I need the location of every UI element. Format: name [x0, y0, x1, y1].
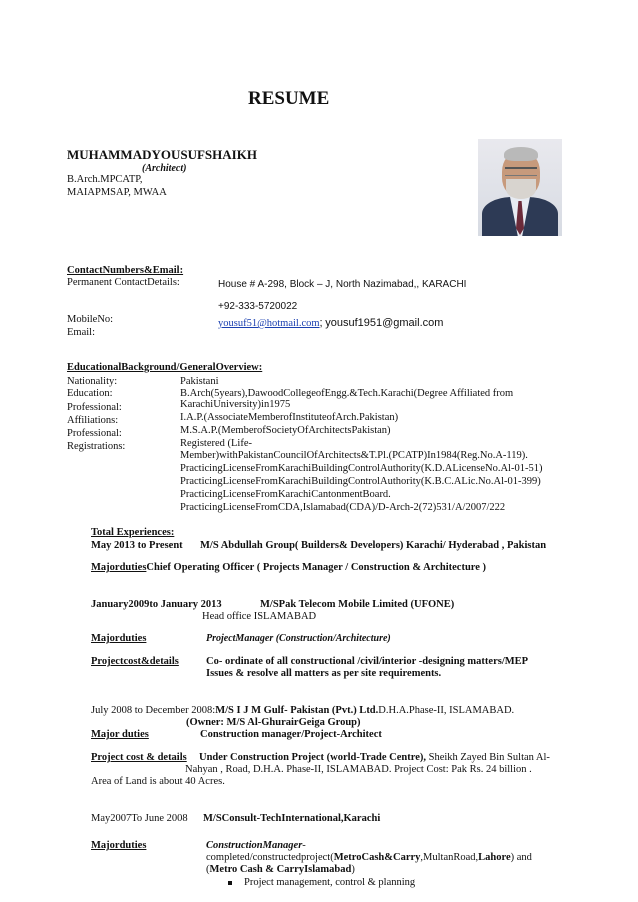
email-label: Email: — [67, 327, 95, 338]
job4-duties-2c: ,MultanRoad, — [420, 852, 479, 863]
job3-cost-1b: Sheikh Zayed Bin Sultan Al- — [425, 752, 550, 763]
job4-duties-3a: ( — [206, 864, 210, 875]
phone-value: +92-333-5720022 — [218, 301, 298, 312]
job4-duties-2a: completed/constructedproject( — [206, 852, 334, 863]
job4-duties-line-1 — [206, 840, 306, 851]
registration-line-3: PracticingLicenseFromKarachiCantonmentBoard. — [180, 489, 391, 500]
job4-period: May2007To June 2008 — [91, 813, 188, 824]
job4-duties-3c: ) — [351, 864, 355, 875]
email-separator: ; — [319, 317, 323, 329]
job3-cost-2: Nahyan , Road, D.H.A. Phase-II, ISLAMABAD. Project Cost: Pak Rs. 24 billion . — [185, 764, 532, 775]
applicant-role: (Architect) — [142, 163, 187, 174]
education-heading: EducationalBackground/GeneralOverview: — [67, 362, 263, 373]
job4-duties-2e: ) and — [510, 852, 532, 863]
job3-owner: (Owner: M/S Al-GhurairGeiga Group) — [186, 717, 361, 728]
address-label: Permanent ContactDetails: — [67, 277, 180, 288]
registrations-label: Registrations: — [67, 441, 126, 452]
job4-duties-3b: Metro Cash & CarryIslamabad — [209, 864, 352, 875]
email-link-1[interactable]: yousuf51@hotmail.com — [218, 318, 320, 329]
job2-office: Head office ISLAMABAD — [202, 611, 317, 622]
job3-duties-label: Major duties — [91, 729, 149, 740]
job4-duties-2d: Lahore — [478, 852, 511, 863]
job2-cost-label: Projectcost&details — [91, 656, 179, 667]
job4-duties-label: Majorduties — [91, 840, 147, 851]
qualification-line-1: B.Arch.MPCATP, — [67, 174, 143, 185]
job2-duties: ProjectManager (Construction/Architecture) — [206, 633, 391, 644]
job2-duties-label: Majorduties — [91, 633, 147, 644]
contact-heading: ContactNumbers&Email: — [67, 265, 184, 276]
job4-duties-1b: - — [302, 840, 306, 851]
professional-label-1: Professional: — [67, 402, 122, 413]
job4-company: M/SConsult-TechInternational,Karachi — [203, 813, 381, 824]
job1-duties: Chief Operating Officer ( Projects Manager / Construction & Architecture ) — [146, 562, 487, 573]
job2-cost-1: Co- ordinate of all constructional /civil/interior -designing matters/MEP — [206, 656, 529, 667]
address-value: House # A-298, Block – J, North Nazimabad,, KARACHI — [218, 279, 467, 290]
job2-period: January2009to January 2013 — [91, 599, 222, 610]
job3-company: M/S I J M Gulf- Pakistan (Pvt.) Ltd. — [215, 705, 379, 716]
job1-duties-line — [91, 562, 486, 573]
profile-photo — [478, 139, 562, 236]
education-label: Education: — [67, 388, 113, 399]
job4-bullet-item — [228, 877, 415, 888]
education-value-1: B.Arch(5years),DawoodCollegeofEngg.&Tech.Karachi(Degree Affiliated from — [180, 388, 514, 399]
education-value-2: KarachiUniversity)in1975 — [180, 399, 291, 410]
job3-header-line — [91, 705, 514, 716]
qualification-line-2: MAIAPMSAP, MWAA — [67, 187, 167, 198]
job4-duties-2b: MetroCash&Carry — [333, 852, 421, 863]
email-line — [218, 317, 443, 329]
resume-title: RESUME — [248, 88, 330, 109]
experience-heading: Total Experiences: — [91, 527, 175, 538]
job2-cost-2: Issues & resolve all matters as per site requirements. — [206, 668, 442, 679]
affiliations-value: M.S.A.P.(MemberofSocietyOfArchitectsPakistan) — [180, 425, 391, 436]
job1-duties-label: Majorduties — [91, 562, 147, 573]
registration-line-4: PracticingLicenseFromCDA,Islamabad(CDA)/D-Arch-2(72)531/A/2007/222 — [180, 502, 506, 513]
mobile-label: MobileNo: — [67, 314, 114, 325]
job4-duties-line-3 — [206, 864, 355, 875]
job3-address: D.H.A.Phase-II, ISLAMABAD. — [378, 705, 515, 716]
professional-value-1: I.A.P.(AssociateMemberofInstituteofArch.Pakistan) — [180, 412, 399, 423]
applicant-name: MUHAMMADYOUSUFSHAIKH — [67, 147, 257, 162]
job3-period: July 2008 to December 2008: — [91, 705, 216, 716]
email-link-2[interactable]: yousuf1951@gmail.com — [325, 317, 444, 329]
professional-value-2b: Member)withPakistanCouncilOfArchitects&T.Pl.(PCATP)In1984(Reg.No.A-119). — [180, 450, 528, 461]
job4-duties-1: ConstructionManager — [206, 840, 303, 851]
professional-value-2a: Registered (Life- — [180, 438, 253, 449]
bullet-icon — [228, 881, 232, 885]
affiliations-label: Affiliations: — [67, 415, 119, 426]
nationality-value: Pakistani — [180, 376, 219, 387]
job3-cost-label: Project cost & details — [91, 752, 187, 763]
job4-bullet-text: Project management, control & planning — [244, 877, 416, 888]
job3-duties: Construction manager/Project-Architect — [200, 729, 382, 740]
job2-company: M/SPak Telecom Mobile Limited (UFONE) — [260, 599, 455, 610]
professional-label-2: Professional: — [67, 428, 122, 439]
job1-company: M/S Abdullah Group( Builders& Developers) Karachi/ Hyderabad , Pakistan — [200, 540, 547, 551]
registration-line-2: PracticingLicenseFromKarachiBuildingControlAuthority(K.B.C.ALic.No.Al-01-399) — [180, 476, 541, 487]
job4-duties-line-2 — [206, 852, 532, 863]
job3-cost-3: Area of Land is about 40 Acres. — [91, 776, 225, 787]
registration-line-1: PracticingLicenseFromKarachiBuildingControlAuthority(K.D.ALicenseNo.Al-01-51) — [180, 463, 543, 474]
job3-cost-line-1 — [199, 752, 550, 763]
nationality-label: Nationality: — [67, 376, 118, 387]
job1-period: May 2013 to Present — [91, 540, 183, 551]
job3-cost-1: Under Construction Project (world-Trade Centre), — [199, 752, 426, 763]
